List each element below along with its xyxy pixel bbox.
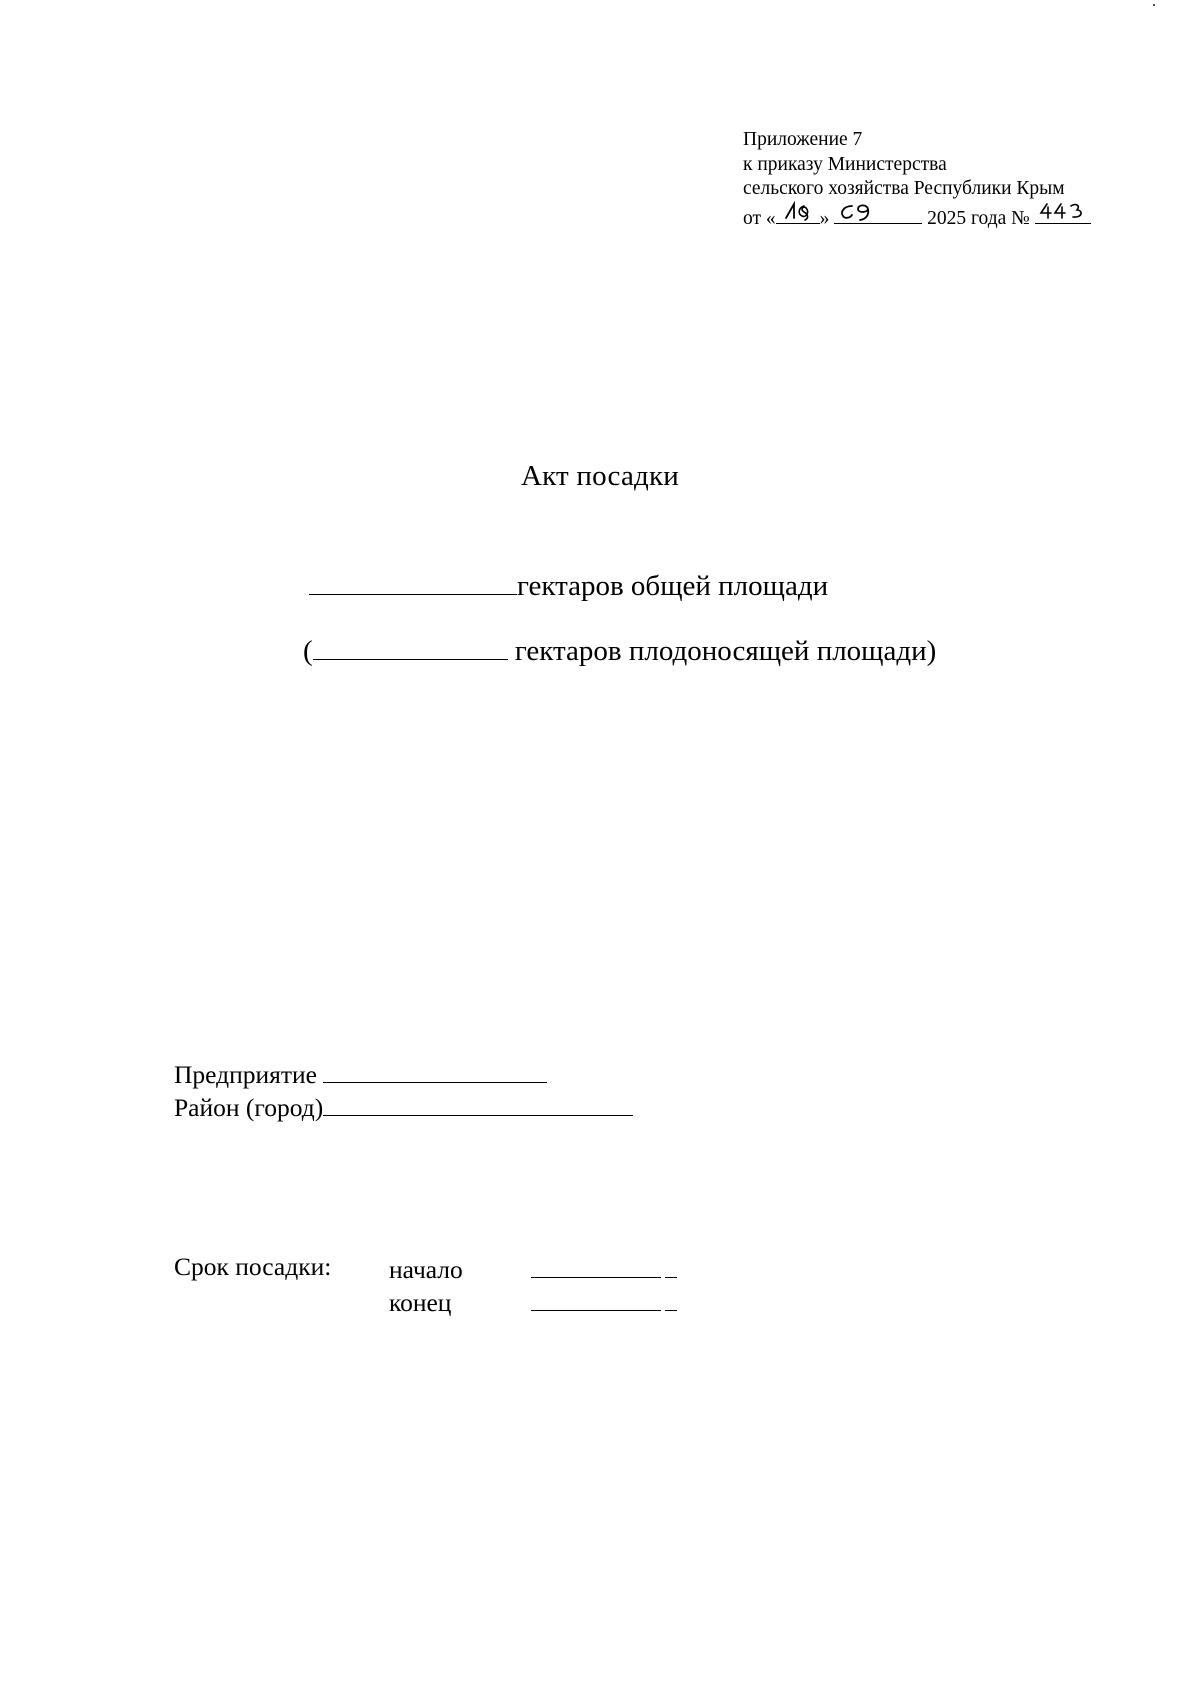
open-paren: (: [303, 635, 313, 667]
end-dash: [665, 1290, 677, 1311]
district-label: Район (город): [174, 1093, 324, 1122]
order-reference: к приказу Министерства: [743, 153, 947, 175]
end-label: конец: [389, 1288, 452, 1317]
appendix-number: Приложение 7: [743, 129, 863, 150]
order-date-line: [743, 202, 1091, 232]
date-prefix: от «: [743, 207, 776, 229]
start-label: начало: [389, 1255, 463, 1284]
start-date-blank[interactable]: [531, 1257, 661, 1278]
date-mid: »: [819, 207, 830, 229]
document-title: Акт посадки: [521, 460, 679, 492]
start-dash: [665, 1257, 677, 1278]
district-field: [174, 1093, 633, 1123]
end-date-blank[interactable]: [531, 1290, 661, 1311]
total-area-label: гектаров общей площади: [517, 570, 829, 602]
scan-speck: [1153, 4, 1155, 6]
appendix-header: [743, 128, 1091, 231]
start-field: [531, 1255, 677, 1285]
date-year: 2025 года №: [927, 207, 1030, 229]
enterprise-field: [174, 1060, 547, 1090]
fruit-area-line: [303, 633, 936, 668]
enterprise-label: Предприятие: [174, 1060, 324, 1089]
fruit-area-blank[interactable]: [313, 633, 508, 660]
handwritten-month: [834, 202, 922, 224]
total-area-line: [309, 568, 828, 603]
district-blank[interactable]: [323, 1095, 633, 1116]
total-area-blank[interactable]: [309, 568, 517, 595]
planting-period-label: Срок посадки:: [174, 1252, 332, 1281]
handwritten-order-number: [1035, 202, 1091, 224]
handwritten-day: [776, 202, 820, 224]
end-field: [531, 1288, 677, 1318]
fruit-area-label: гектаров плодоносящей площади): [507, 635, 937, 667]
enterprise-blank[interactable]: [323, 1062, 547, 1083]
ministry-name: сельского хозяйства Республики Крым: [743, 178, 1065, 199]
